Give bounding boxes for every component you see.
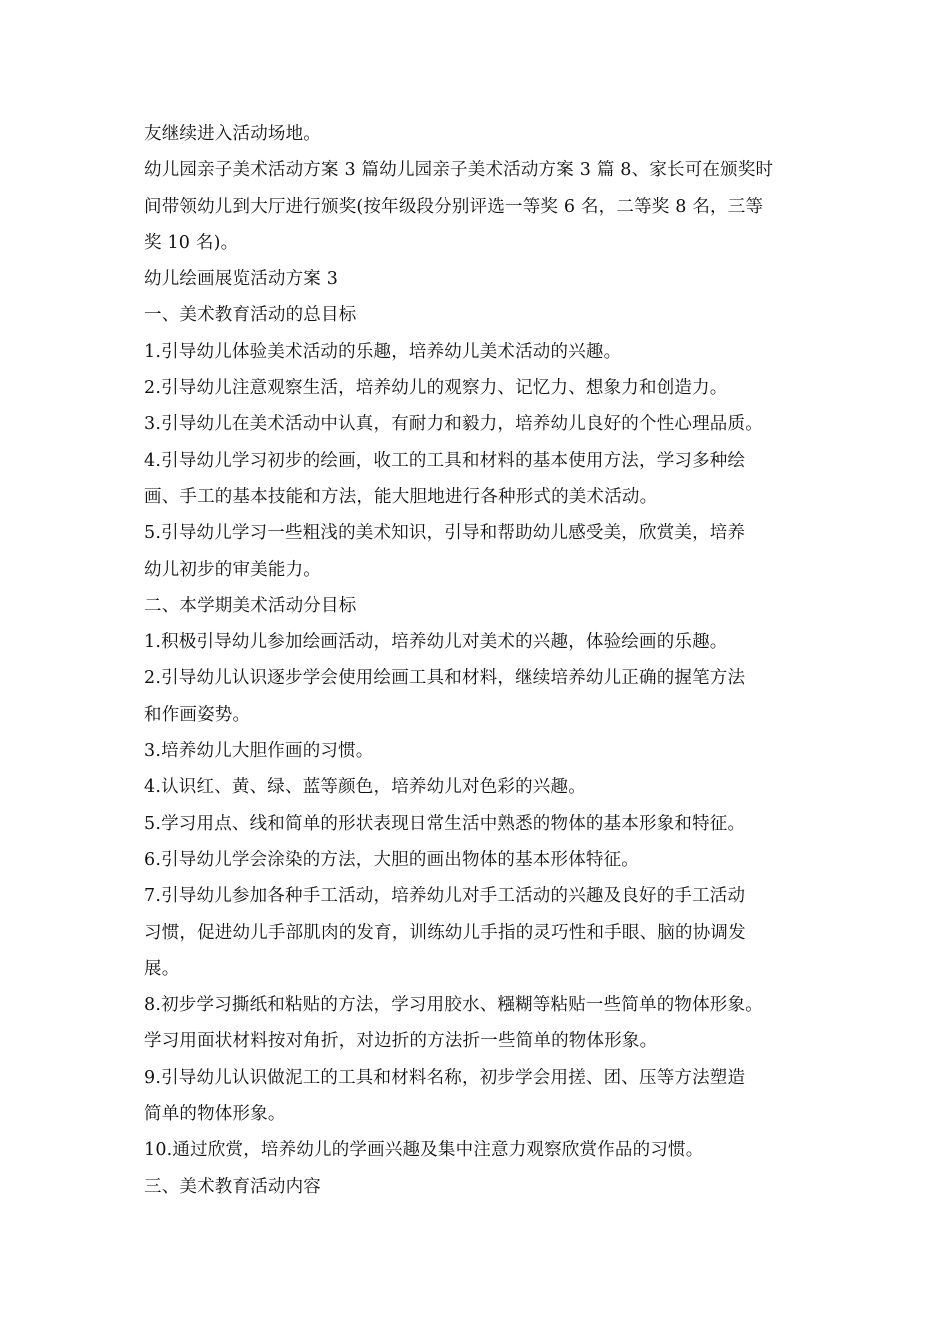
list-item: 9.引导幼儿认识做泥工的工具和材料名称，初步学会用搓、团、压等方法塑造 [144, 1067, 746, 1088]
document-body [144, 116, 814, 1205]
list-item: 3.引导幼儿在美术活动中认真，有耐力和毅力，培养幼儿良好的个性心理品质。 [144, 414, 763, 435]
list-item-continuation: 学习用面状材料按对角折，对边折的方法折一些简单的物体形象。 [144, 1031, 658, 1052]
list-item: 2.引导幼儿认识逐步学会使用绘画工具和材料，继续培养幼儿正确的握笔方法 [144, 668, 746, 689]
section-heading: 幼儿绘画展览活动方案 3 [144, 269, 339, 290]
text-line: 幼儿园亲子美术活动方案 3 篇幼儿园亲子美术活动方案 3 篇 8、家长可在颁奖时 [144, 160, 774, 181]
list-item-continuation: 幼儿初步的审美能力。 [144, 559, 321, 580]
list-item: 4.认识红、黄、绿、蓝等颜色，培养幼儿对色彩的兴趣。 [144, 777, 586, 798]
text-line: 间带领幼儿到大厅进行颁奖(按年级段分别评选一等奖 6 名，二等奖 8 名，三等 [144, 196, 764, 217]
section-heading: 三、美术教育活动内容 [144, 1176, 321, 1197]
list-item: 5.学习用点、线和简单的形状表现日常生活中熟悉的物体的基本形象和特征。 [144, 813, 746, 834]
section-heading: 二、本学期美术活动分目标 [144, 595, 357, 616]
list-item: 1.积极引导幼儿参加绘画活动，培养幼儿对美术的兴趣，体验绘画的乐趣。 [144, 632, 728, 653]
list-item: 2.引导幼儿注意观察生活，培养幼儿的观察力、记忆力、想象力和创造力。 [144, 378, 728, 399]
list-item-continuation: 画、手工的基本技能和方法，能大胆地进行各种形式的美术活动。 [144, 486, 658, 507]
list-item-continuation: 和作画姿势。 [144, 704, 251, 725]
list-item: 5.引导幼儿学习一些粗浅的美术知识，引导和帮助幼儿感受美，欣赏美，培养 [144, 523, 746, 544]
list-item: 4.引导幼儿学习初步的绘画，收工的工具和材料的基本使用方法，学习多种绘 [144, 450, 746, 471]
section-heading: 一、美术教育活动的总目标 [144, 305, 357, 326]
text-line: 友继续进入活动场地。 [144, 124, 321, 144]
text-line: 奖 10 名)。 [144, 232, 239, 253]
list-item: 10.通过欣赏，培养幼儿的学画兴趣及集中注意力观察欣赏作品的习惯。 [144, 1140, 704, 1161]
list-item: 3.培养幼儿大胆作画的习惯。 [144, 741, 374, 762]
list-item-continuation: 展。 [144, 958, 180, 979]
list-item-continuation: 简单的物体形象。 [144, 1104, 286, 1125]
list-item-continuation: 习惯，促进幼儿手部肌肉的发育，训练幼儿手指的灵巧性和手眼、脑的协调发 [144, 922, 746, 943]
list-item: 7.引导幼儿参加各种手工活动，培养幼儿对手工活动的兴趣及良好的手工活动 [144, 886, 746, 907]
list-item: 8.初步学习撕纸和粘贴的方法，学习用胶水、糨糊等粘贴一些简单的物体形象。 [144, 995, 763, 1016]
list-item: 1.引导幼儿体验美术活动的乐趣，培养幼儿美术活动的兴趣。 [144, 341, 622, 362]
list-item: 6.引导幼儿学会涂染的方法，大胆的画出物体的基本形体特征。 [144, 849, 639, 870]
